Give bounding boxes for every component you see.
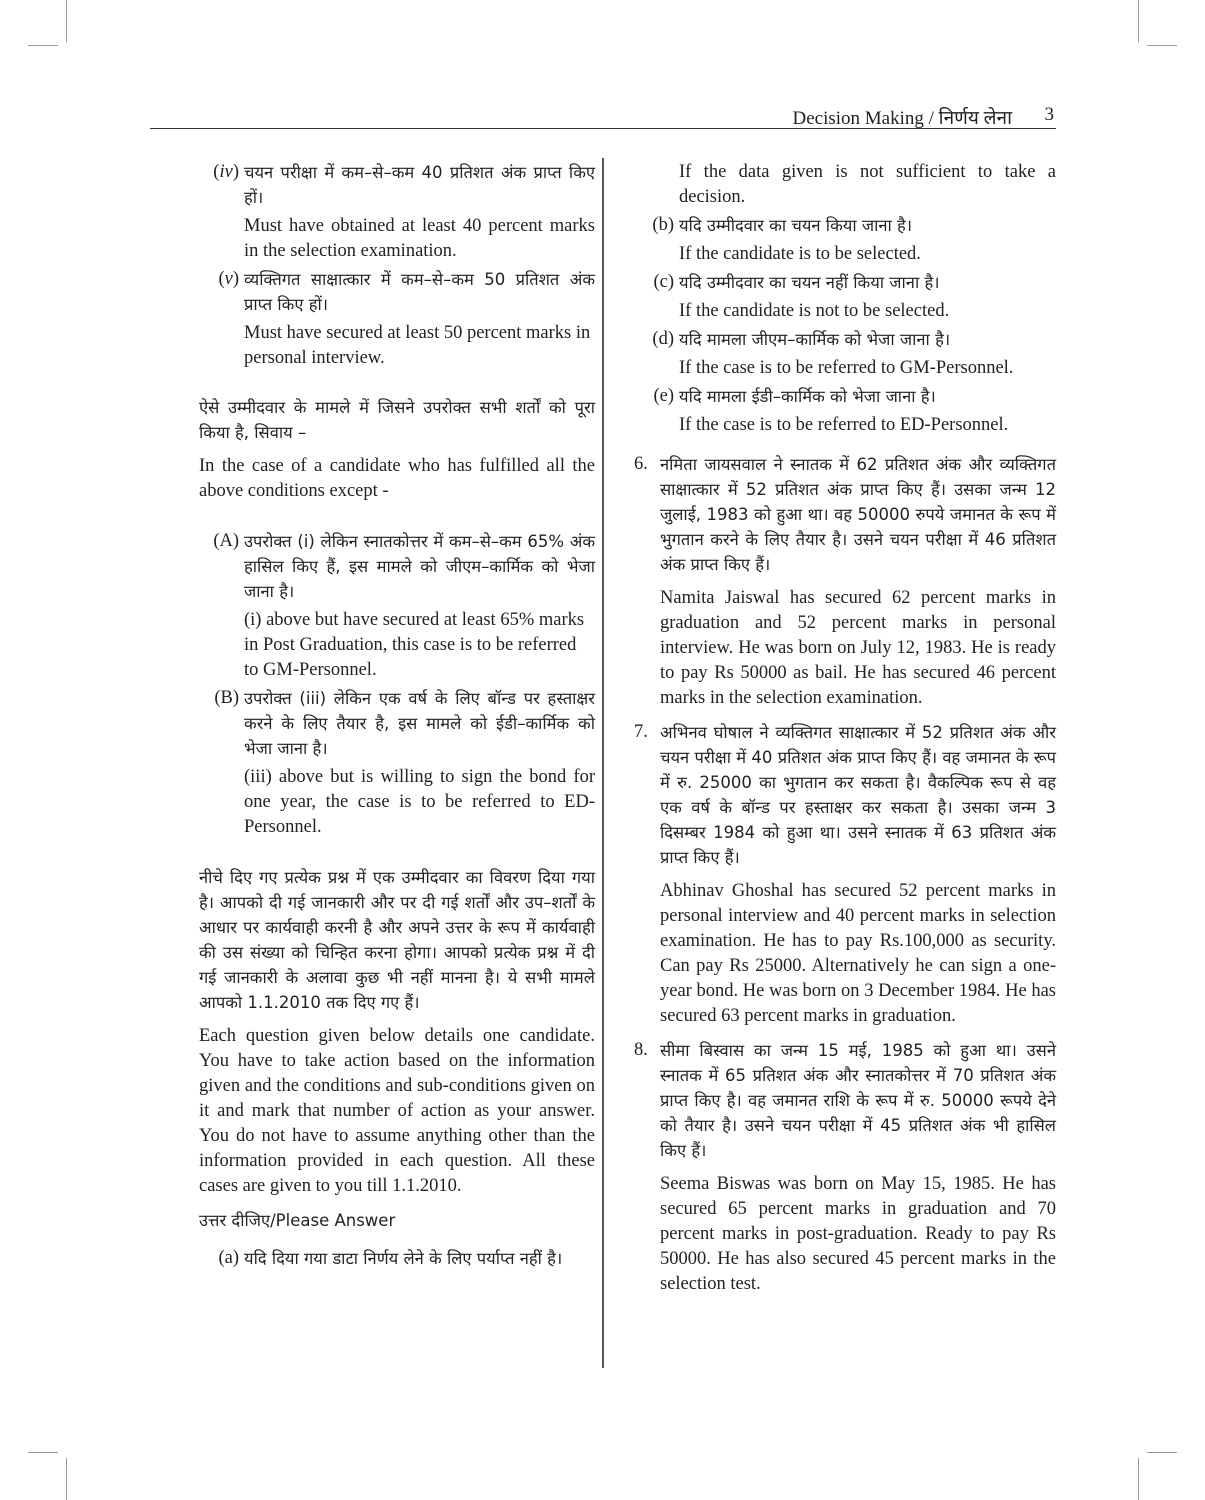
question-hindi: सीमा बिस्वास का जन्म 15 मई, 1985 को हुआ था। उसने स्नातक में 65 प्रतिशत अंक और स्नातकोत्तर में 70 प्रतिशत अंक प्राप्त किए है। वह जमानत राशि के रूप में रु. 50000 रूपये देने को तैयार है। उसने चयन परीक्षा में 45 प्रतिशत अंक भी हासिल किए हैं।: [660, 1041, 1056, 1160]
option-label: (c): [653, 272, 674, 292]
page-header: [150, 104, 1056, 129]
instruction-hindi: नीचे दिए गए प्रत्येक प्रश्न में एक उम्मीदवार का विवरण दिया गया है। आपको दी गई जानकारी और पर दी गई शर्तों और उप–शर्तों के आधार पर कार्यवाही करनी है और अपने उत्तर के रूप में कार्यवाही की उस संख्या को चिन्हित करना होगा। आपको प्रत्येक प्रश्न में दी गई जानकारी के अलावा कुछ भी नहीं मानना है। ये सभी मामले आपको 1.1.2010 तक दिए गए हैं।: [199, 868, 595, 1012]
option-a: [199, 1246, 595, 1271]
crop-mark: [1138, 1458, 1139, 1500]
question-hindi: अभिनव घोषाल ने व्यक्तिगत साक्षात्कार में 52 प्रतिशत अंक और चयन परीक्षा में 40 प्रतिशत अंक प्राप्त किए हैं। वह जमानत के रूप में रु. 25000 का भुगतान कर सकता है। वैकल्पिक रूप से वह एक वर्ष के बॉन्ड पर हस्ताक्षर कर सकता है। उसका जन्म 3 दिसम्बर 1984 को हुआ था। उसने स्नातक में 63 प्रतिशत अंक प्राप्त किए हैं।: [660, 723, 1056, 867]
condition-hindi: चयन परीक्षा में कम–से–कम 40 प्रतिशत अंक प्राप्त किए हों।: [244, 163, 595, 207]
option-hindi: यदि मामला जीएम–कार्मिक को भेजा जाना है।: [679, 330, 951, 349]
option-label: (b): [652, 215, 674, 235]
sub-condition-label: (B): [214, 688, 239, 708]
option-e: [634, 384, 1056, 409]
column-divider: [602, 158, 604, 1368]
sub-condition-label: (A): [213, 531, 239, 551]
option-label: (d): [652, 329, 674, 349]
crop-mark: [66, 0, 67, 42]
condition-hindi: व्यक्तिगत साक्षात्कार में कम–से–कम 50 प्रतिशत अंक प्राप्त किए हों।: [244, 270, 595, 314]
crop-mark: [28, 1452, 58, 1453]
condition-v: [199, 267, 595, 317]
question-hindi: नमिता जायसवाल ने स्नातक में 62 प्रतिशत अंक और व्यक्तिगत साक्षात्कार में 52 प्रतिशत अंक प्राप्त किए हैं। उसका जन्म 12 जुलाई, 1983 को हुआ था। वह 50000 रुपये जमानत के रूप में भुगतान करने के लिए तैयार है। उसने चयन परीक्षा में 46 प्रतिशत अंक प्राप्त किए हैं।: [660, 455, 1056, 574]
option-hindi: यदि उम्मीदवार का चयन नहीं किया जाना है।: [679, 273, 940, 292]
option-c: [634, 270, 1056, 295]
question-7: [634, 720, 1056, 870]
crop-mark: [1147, 45, 1177, 46]
sub-condition-B: [199, 686, 595, 761]
instruction-english: Each question given below details one candidate. You have to take action based on the information given and the conditions and sub-conditions given on it and mark that number of action as your answer. You do not have to assume anything other than the information provided in each question. All these cases are given to you till 1.1.2010.: [199, 1026, 595, 1196]
crop-mark: [1147, 1452, 1177, 1453]
question-6: [634, 452, 1056, 577]
option-english: If the case is to be referred to ED-Personnel.: [679, 415, 1009, 435]
option-english: If the case is to be referred to GM-Personnel.: [679, 358, 1014, 378]
question-number: 7.: [634, 722, 648, 742]
question-number: 8.: [634, 1040, 648, 1060]
question-english: Namita Jaiswal has secured 62 percent marks in graduation and 52 percent marks in personal interview. He was born on July 12, 1983. He is ready to pay Rs 50000 as bail. He has secured 46 percent marks in the selection examination.: [660, 588, 1056, 708]
option-hindi: यदि मामला ईडी–कार्मिक को भेजा जाना है।: [679, 387, 936, 406]
option-label: (e): [653, 386, 674, 406]
right-column: [634, 160, 1056, 1297]
option-hindi: यदि उम्मीदवार का चयन किया जाना है।: [679, 216, 913, 235]
condition-english: Must have obtained at least 40 percent marks in the selection examination.: [244, 216, 595, 261]
sub-condition-A: [199, 529, 595, 604]
crop-mark: [28, 45, 58, 46]
sub-condition-hindi: उपरोक्त (i) लेकिन स्नातकोत्तर में कम–से–कम 65% अंक हासिल किए हैं, इस मामले को जीएम–कार्मिक को भेजा जाना है।: [244, 532, 595, 601]
page-number: 3: [1044, 104, 1054, 125]
condition-label: (iv): [213, 162, 239, 182]
option-english: If the candidate is to be selected.: [679, 244, 921, 264]
condition-english: Must have secured at least 50 percent marks in personal interview.: [244, 323, 591, 368]
condition-label: (v): [218, 269, 239, 289]
question-english: Seema Biswas was born on May 15, 1985. He has secured 65 percent marks in graduation and 70 percent marks in post-graduation. Ready to pay Rs 50000. He has also secured 45 percent marks in the selection test.: [660, 1174, 1056, 1294]
condition-iv: [199, 160, 595, 210]
option-english: If the candidate is not to be selected.: [679, 301, 950, 321]
crop-mark: [1138, 0, 1139, 42]
sub-condition-english: (iii) above but is willing to sign the bond for one year, the case is to be referred to ED-Personnel.: [244, 767, 595, 837]
option-hindi: यदि दिया गया डाटा निर्णय लेने के लिए पर्याप्त नहीं है।: [244, 1249, 563, 1268]
question-8: [634, 1038, 1056, 1163]
sub-condition-english: (i) above but have secured at least 65% marks in Post Graduation, this case is to be referred to GM-Personnel.: [244, 610, 585, 680]
case-intro-hindi: ऐसे उम्मीदवार के मामले में जिसने उपरोक्त सभी शर्तों को पूरा किया है, सिवाय –: [199, 398, 595, 442]
option-english: If the data given is not sufficient to take a decision.: [679, 162, 1056, 207]
answer-heading: उत्तर दीजिए/Please Answer: [199, 1211, 396, 1230]
crop-mark: [66, 1458, 67, 1500]
question-english: Abhinav Ghoshal has secured 52 percent marks in personal interview and 40 percent marks in selection examination. He has to pay Rs.100,000 as security. Can pay Rs 25000. Alternatively he can sign a one-year bond. He was born on 3 December 1984. He has secured 63 percent marks in graduation.: [660, 881, 1056, 1026]
sub-condition-hindi: उपरोक्त (iii) लेकिन एक वर्ष के लिए बॉन्ड पर हस्ताक्षर करने के लिए तैयार है, इस मामले को ईडी–कार्मिक को भेजा जाना है।: [244, 689, 595, 758]
running-title: Decision Making / निर्णय लेना: [792, 108, 1012, 129]
left-column: [199, 160, 595, 1271]
option-label: (a): [218, 1248, 239, 1268]
option-b: [634, 213, 1056, 238]
question-number: 6.: [634, 454, 648, 474]
case-intro-english: In the case of a candidate who has fulfilled all the above conditions except -: [199, 456, 595, 501]
option-d: [634, 327, 1056, 352]
